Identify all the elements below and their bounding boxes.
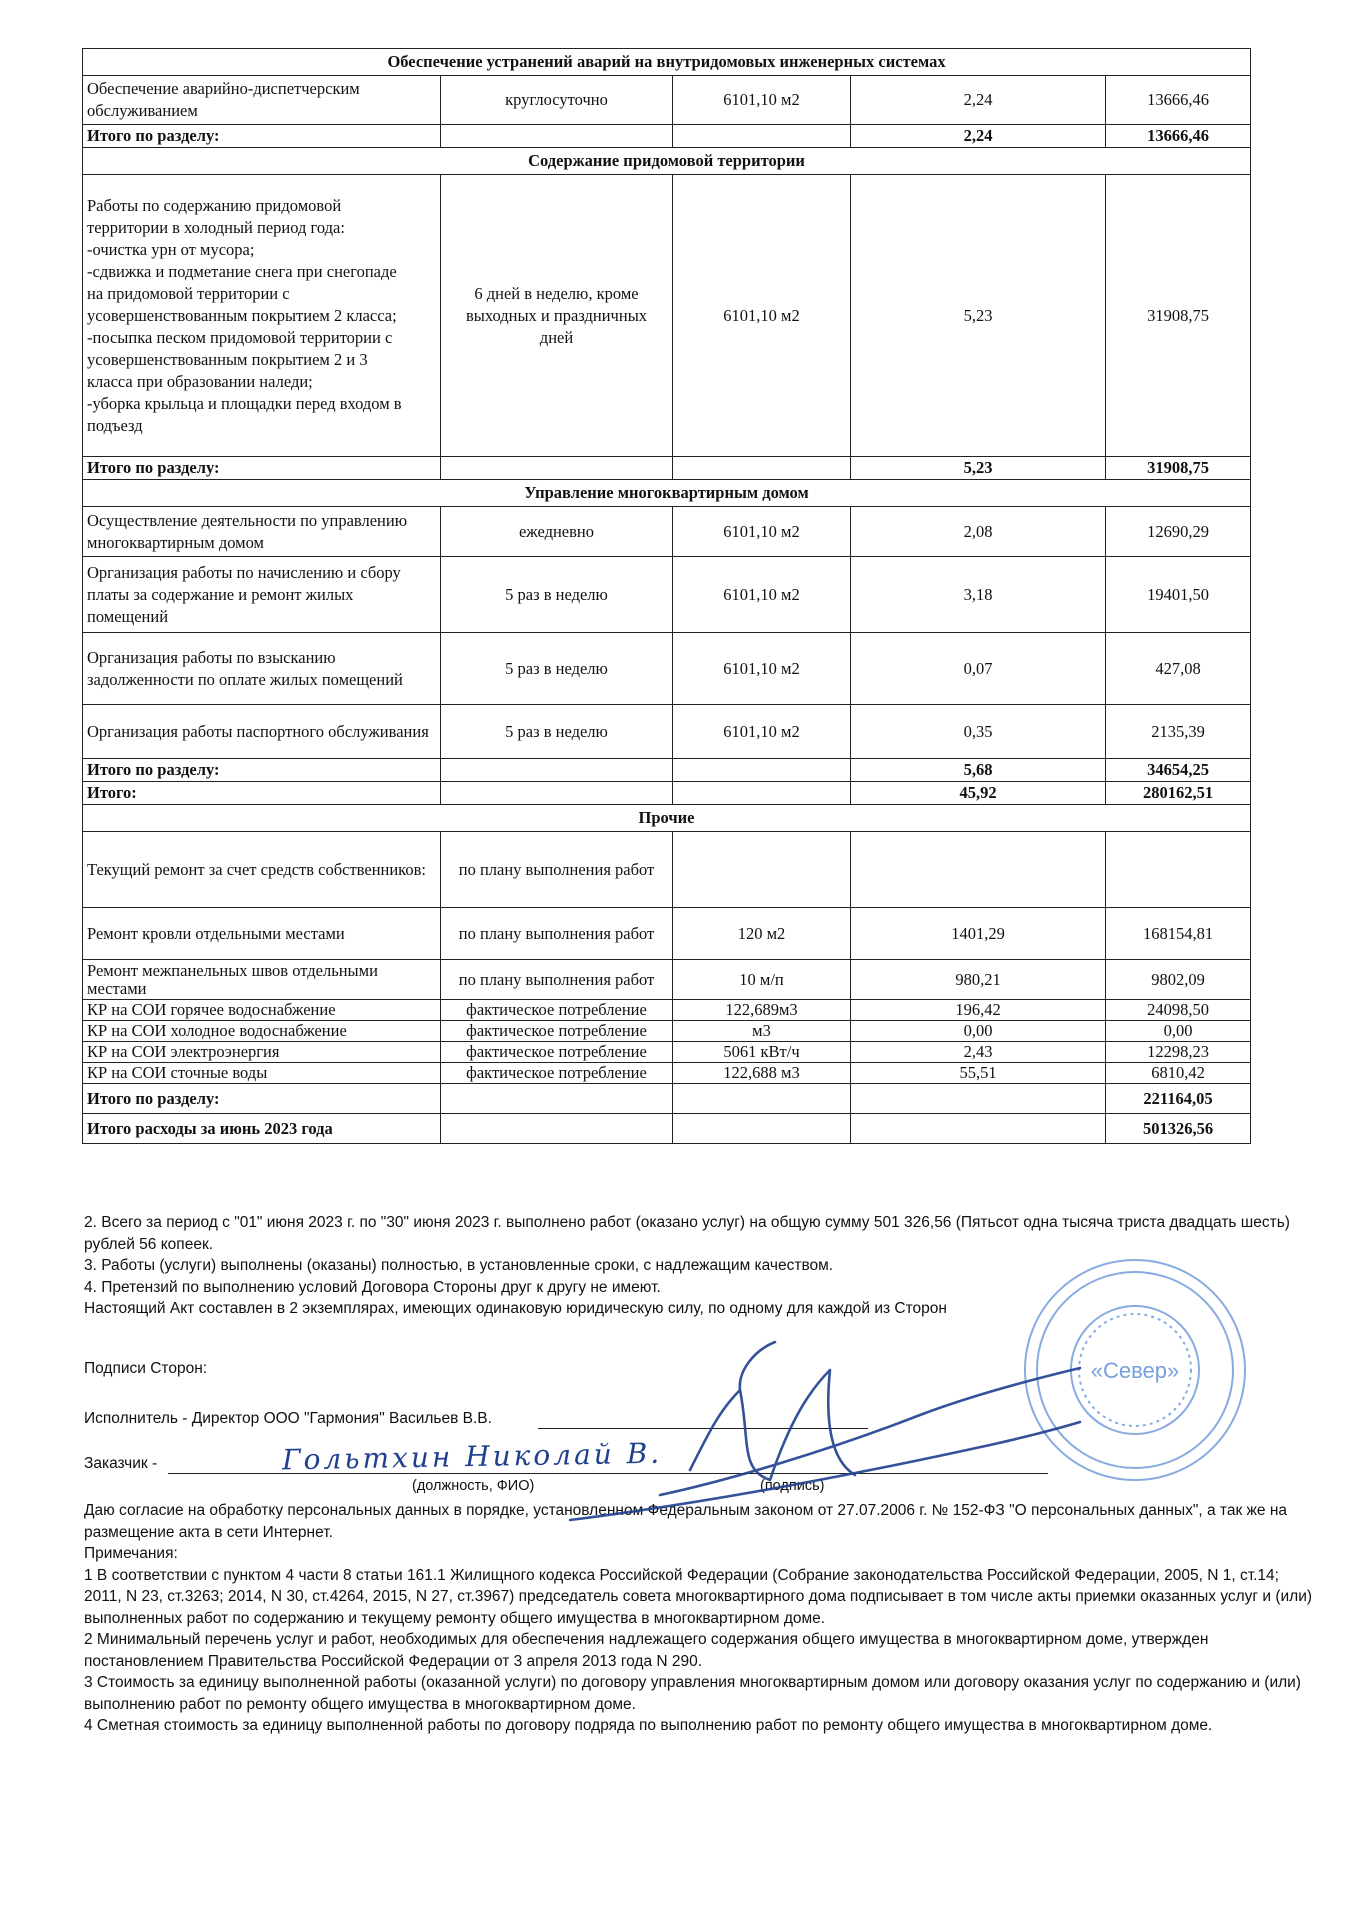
grand-total-rate: 45,92 — [851, 782, 1106, 805]
row-sum: 0,00 — [1106, 1021, 1251, 1042]
row-area: 6101,10 м2 — [673, 557, 851, 633]
row-area: 6101,10 м2 — [673, 705, 851, 759]
row-sum: 168154,81 — [1106, 908, 1251, 960]
row-sum: 427,08 — [1106, 633, 1251, 705]
row-frequency: по плану выполнения работ — [441, 908, 673, 960]
row-frequency: 5 раз в неделю — [441, 633, 673, 705]
row-frequency: по плану выполнения работ — [441, 832, 673, 908]
notes-title: Примечания: — [84, 1545, 178, 1562]
row-rate: 980,21 — [851, 960, 1106, 1000]
row-rate: 0,35 — [851, 705, 1106, 759]
row-area: 6101,10 м2 — [673, 76, 851, 125]
row-area: 6101,10 м2 — [673, 633, 851, 705]
clause-2: 2. Всего за период с "01" июня 2023 г. по "30" июня 2023 г. выполнено работ (оказано услуг) на общую сумму 501 326,56 (Пятьсот одна тысяча триста двадцать шесть) рублей 56 копеек. — [84, 1214, 1290, 1253]
row-rate: 5,23 — [851, 175, 1106, 457]
copies-note: Настоящий Акт составлен в 2 экземплярах, имеющих одинаковую юридическую силу, по одному для каждой из Сторон — [84, 1300, 947, 1317]
section-header: Прочие — [83, 805, 1251, 832]
customer-label: Заказчик - — [84, 1455, 158, 1472]
section-header: Управление многоквартирным домом — [83, 480, 1251, 507]
row-name: Обеспечение аварийно-диспетчерским обслуживанием — [83, 76, 441, 125]
row-name: Осуществление деятельности по управлению многоквартирным домом — [83, 507, 441, 557]
row-name: Организация работы паспортного обслуживания — [83, 705, 441, 759]
total-label: Итого по разделу: — [83, 759, 441, 782]
clause-4: 4. Претензий по выполнению условий Договора Стороны друг к другу не имеют. — [84, 1278, 661, 1296]
row-rate: 2,24 — [851, 76, 1106, 125]
row-frequency: фактическое потребление — [441, 1063, 673, 1084]
row-rate: 2,08 — [851, 507, 1106, 557]
row-sum: 9802,09 — [1106, 960, 1251, 1000]
row-rate: 196,42 — [851, 1000, 1106, 1021]
total-label: Итого по разделу: — [83, 457, 441, 480]
row-name: КР на СОИ электроэнергия — [83, 1042, 441, 1063]
position-caption: (должность, ФИО) — [412, 1478, 535, 1494]
row-sum: 6810,42 — [1106, 1063, 1251, 1084]
total-rate: 5,68 — [851, 759, 1106, 782]
total-sum: 31908,75 — [1106, 457, 1251, 480]
note-2: 2 Минимальный перечень услуг и работ, необходимых для обеспечения надлежащего содержания общего имущества в многоквартирном доме, утвержден постановлением Правительства Российской Федерации от 3 апреля 2013 года N 290. — [84, 1631, 1209, 1670]
row-rate: 1401,29 — [851, 908, 1106, 960]
row-area: 6101,10 м2 — [673, 175, 851, 457]
row-sum: 12298,23 — [1106, 1042, 1251, 1063]
signature-caption: (подпись) — [760, 1478, 825, 1494]
row-area: 122,688 м3 — [673, 1063, 851, 1084]
row-name: КР на СОИ горячее водоснабжение — [83, 1000, 441, 1021]
note-4: 4 Сметная стоимость за единицу выполненной работы по договору подряда по выполнению работ по ремонту общего имущества в многоквартирном доме. — [84, 1717, 1213, 1734]
row-frequency: фактическое потребление — [441, 1021, 673, 1042]
row-sum: 2135,39 — [1106, 705, 1251, 759]
row-name: КР на СОИ холодное водоснабжение — [83, 1021, 441, 1042]
row-sum: 19401,50 — [1106, 557, 1251, 633]
row-frequency: 5 раз в неделю — [441, 705, 673, 759]
row-rate: 0,00 — [851, 1021, 1106, 1042]
row-name: Текущий ремонт за счет средств собственников: — [83, 832, 441, 908]
row-area: 5061 кВт/ч — [673, 1042, 851, 1063]
row-frequency: 5 раз в неделю — [441, 557, 673, 633]
row-rate: 55,51 — [851, 1063, 1106, 1084]
total-sum: 34654,25 — [1106, 759, 1251, 782]
row-sum: 12690,29 — [1106, 507, 1251, 557]
signatures-title: Подписи Сторон: — [84, 1360, 208, 1377]
row-area: 6101,10 м2 — [673, 507, 851, 557]
row-frequency: круглосуточно — [441, 76, 673, 125]
services-table — [82, 48, 1251, 1144]
row-area: 120 м2 — [673, 908, 851, 960]
row-frequency: фактическое потребление — [441, 1042, 673, 1063]
row-frequency: ежедневно — [441, 507, 673, 557]
row-area: 122,689м3 — [673, 1000, 851, 1021]
total-sum: 221164,05 — [1106, 1084, 1251, 1114]
grand-total-label: Итого: — [83, 782, 441, 805]
june-total-sum: 501326,56 — [1106, 1114, 1251, 1144]
row-area: 10 м/п — [673, 960, 851, 1000]
row-frequency: 6 дней в неделю, кроме выходных и праздничных дней — [441, 175, 673, 457]
row-rate: 3,18 — [851, 557, 1106, 633]
row-name: Организация работы по начислению и сбору платы за содержание и ремонт жилых помещений — [83, 557, 441, 633]
footnotes — [84, 1500, 1314, 1737]
row-sum: 24098,50 — [1106, 1000, 1251, 1021]
customer-handwritten-name: Гольтхин Николай В. — [281, 1436, 663, 1477]
row-area: м3 — [673, 1021, 851, 1042]
clause-3: 3. Работы (услуги) выполнены (оказаны) полностью, в установленные сроки, с надлежащим качеством. — [84, 1257, 834, 1274]
row-frequency: по плану выполнения работ — [441, 960, 673, 1000]
row-name: Организация работы по взысканию задолженности по оплате жилых помещений — [83, 633, 441, 705]
row-name: Работы по содержанию придомовой территории в холодный период года: -очистка урн от мусора; -сдвижка и подметание снега при снегопаде на придомовой территории с усовершенствованным покрытием 2 класса; -посыпка песком придомовой территории с усовершенствованным покрытием 2 и 3 класса при образовании наледи; -уборка крыльца и площадки перед входом в подъезд — [83, 175, 441, 457]
section-header: Содержание придомовой территории — [83, 148, 1251, 175]
total-label: Итого по разделу: — [83, 1084, 441, 1114]
executor-label: Исполнитель - Директор ООО "Гармония" Васильев В.В. — [84, 1410, 492, 1427]
total-rate: 5,23 — [851, 457, 1106, 480]
note-3: 3 Стоимость за единицу выполненной работы (оказанной услуги) по договору управления многоквартирным домом или договору оказания услуг по содержанию и (или) выполнению работ по ремонту общего имущества в многоквартирном доме. — [84, 1674, 1301, 1713]
section-header: Обеспечение устранений аварий на внутридомовых инженерных системах — [83, 49, 1251, 76]
row-sum: 31908,75 — [1106, 175, 1251, 457]
total-label: Итого по разделу: — [83, 125, 441, 148]
consent-text: Даю согласие на обработку персональных данных в порядке, установленном Федеральным законом от 27.07.2006 г. № 152-ФЗ "О персональных данных", а так же на размещение акта в сети Интернет. — [84, 1502, 1288, 1541]
row-frequency: фактическое потребление — [441, 1000, 673, 1021]
note-1: 1 В соответствии с пунктом 4 части 8 статьи 161.1 Жилищного кодекса Российской Федерации (Собрание законодательства Российской Федерации, 2005, N 1, ст.14; 2011, N 23, ст.3263; 2014, N 30, ст.4264, 2015, N 27, ст.3967) председатель совета многоквартирного дома подписывает в том числе акты приемки оказанных услуг и (или) выполненных работ по содержанию и текущему ремонту общего имущества в многоквартирном доме. — [84, 1566, 1313, 1627]
signature-scribble — [270, 1330, 1090, 1530]
row-sum: 13666,46 — [1106, 76, 1251, 125]
grand-total-sum: 280162,51 — [1106, 782, 1251, 805]
seal-company-name: «Север» — [1090, 1358, 1180, 1383]
row-name: Ремонт кровли отдельными местами — [83, 908, 441, 960]
june-total-label: Итого расходы за июнь 2023 года — [83, 1114, 441, 1144]
row-name: КР на СОИ сточные воды — [83, 1063, 441, 1084]
total-rate: 2,24 — [851, 125, 1106, 148]
row-rate: 2,43 — [851, 1042, 1106, 1063]
row-name: Ремонт межпанельных швов отдельными местами — [83, 960, 441, 1000]
row-rate: 0,07 — [851, 633, 1106, 705]
total-sum: 13666,46 — [1106, 125, 1251, 148]
